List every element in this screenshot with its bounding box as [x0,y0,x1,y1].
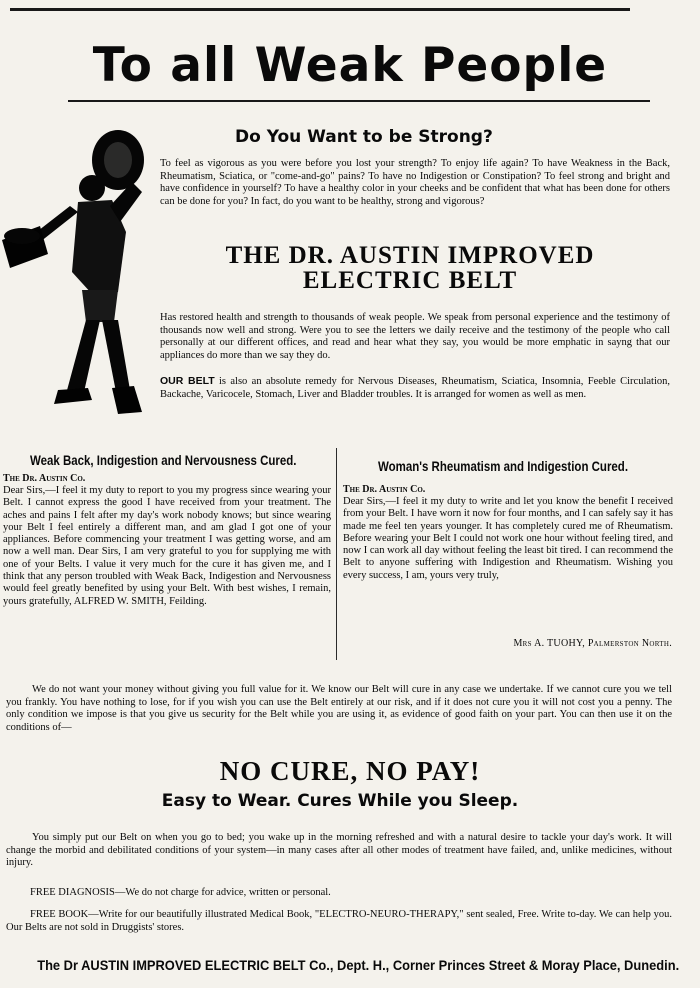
product-heading-line2: ELECTRIC BELT [302,267,518,294]
testimonial2-company: The Dr. Austin Co. [343,484,426,495]
headline-rule [68,100,650,102]
our-belt-paragraph [160,375,670,401]
testimonial1-company: The Dr. Austin Co. [3,473,86,484]
guarantee-paragraph: We do not want your money without giving you full value for it. We know our Belt will cure in any case we undertake. If we cannot cure you we tell you frankly. You have nothing to lose, for if you wish you can use the Belt entirely at our risk, and if it does not cure you it will not cost you a penny. The only condition we impose is that you give us security for the Belt while you are using it, as evidence of good faith on your part. You can then use it on the conditions of— [6,684,672,733]
free-diagnosis-line: FREE DIAGNOSIS—We do not charge for advice, written or personal. [30,887,331,898]
product-heading [160,243,660,293]
strongman-illustration [0,122,150,422]
column-divider [336,448,337,660]
usage-paragraph: You simply put our Belt on when you go to bed; you wake up in the morning refreshed and with a natural desire to tackle your day's work. It will change the morbid and debilitated conditions of your system—in many cases after all other modes of treatment have failed, and, unlike medicines, without injury. [6,832,672,868]
free-book-paragraph: FREE BOOK—Write for our beautifully illustrated Medical Book, "ELECTRO-NEURO-THERAPY," sent sealed, Free. Write to-day. We can help you. Our Belts are not sold in Druggists' stores. [6,909,672,933]
testimonial2-signature: Mrs A. TUOHY, Palmerston North. [513,638,672,649]
top-border-rule [10,8,630,11]
ad-subheadline: Do You Want to be Strong? [235,127,493,147]
ad-headline: To all Weak People [92,38,608,93]
testimonial1-body: Dear Sirs,—I feel it my duty to report to you my progress since wearing your Belt. I cannot express the good I have received from your treatment. The aches and pains I felt after my day's work nobody knows; but since wearing your Belt I feel entirely a different man, and am glad I got one of your appliances. Before commencing your treatment I was getting worse, and am now a well man. Dear Sirs, I am very grateful to you for supplying me with one of your Belts. I value it very much for the cure it has given me, and I think that any person troubled with Weak Back, Indigestion and Nervousness would feel greatly benefited by using your Belt. With best wishes, I remain, yours gratefully, ALFRED W. SMITH, Feilding. [3,485,331,607]
easy-to-wear-slogan: Easy to Wear. Cures While you Sleep. [161,791,519,811]
our-belt-text: is also an absolute remedy for Nervous Diseases, Rheumatism, Sciatica, Insomnia, Feeble Circulation, Backache, Varicocele, Stomach, Liver and Bladder troubles. It is arranged for women as well as men. [160,376,671,400]
testimonial1-heading: Weak Back, Indigestion and Nervousness Cured. [30,452,297,468]
product-heading-line1: THE DR. AUSTIN IMPROVED [225,242,595,269]
our-belt-lead: OUR BELT [160,375,215,387]
company-address-footer: The Dr AUSTIN IMPROVED ELECTRIC BELT Co., Dept. H., Corner Princes Street & Moray Place, Dunedin. [37,957,680,973]
restored-paragraph: Has restored health and strength to thousands of weak people. We speak from personal experience and the testimony of thousands now well and strong. Were you to see the letters we daily receive and the testimony of the people who call personally at our different offices, and read and hear what they say, you would be more emphatic in sayng that our appliances do more than we say they do. [160,312,670,361]
testimonial2-heading: Woman's Rheumatism and Indigestion Cured. [378,458,629,474]
testimonial2-body: Dear Sirs,—I feel it my duty to write and let you know the benefit I received from your Belt. I have worn it now for four months, and I can safely say it has made me feel ten years younger. It has completely cured me of Rheumatism. Before wearing your Belt I could not work one hour without feeling tired, and now I can work all day without feeling the least bit tired. I can recommend the Belt to anyone suffering with Indigestion and Rheumatism. Wishing you every success, I am, yours very truly, [343,496,673,581]
intro-paragraph: To feel as vigorous as you were before you lost your strength? To enjoy life again? To have Weakness in the Back, Rheumatism, Sciatica, or "come-and-go" pains? To have no Indigestion or Constipation? To feel strong and bright and have confidence in yourself? To have a healthy color in your cheeks and be confident that what has been done for others can be done for you? In fact, do you want to be healthy, strong and vigorous? [160,158,670,207]
no-cure-no-pay-slogan: NO CURE, NO PAY! [219,756,481,786]
